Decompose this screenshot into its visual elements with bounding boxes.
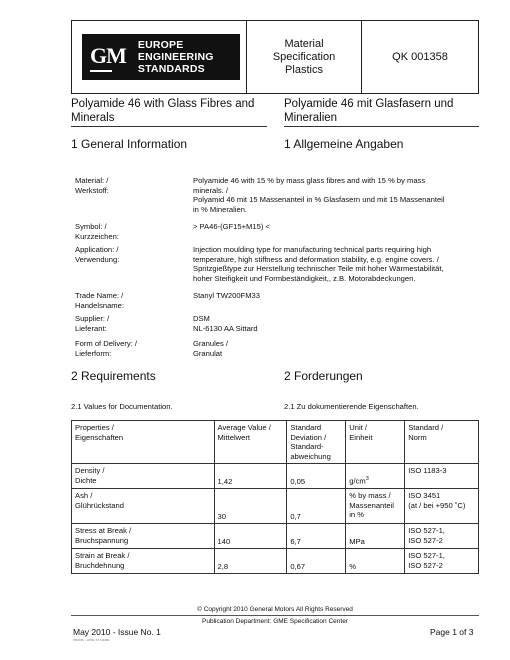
table-row xyxy=(72,489,479,524)
cell-average: 140 xyxy=(214,524,287,549)
gm-logo-mark: GM xyxy=(90,42,126,68)
cell-property: Density / Dichte xyxy=(72,464,215,489)
general-label-form-of-delivery: Form of Delivery: / Lieferform: xyxy=(75,339,138,358)
document-header xyxy=(71,20,479,94)
cell-deviation: 6,7 xyxy=(287,524,346,549)
general-value-symbol: > PA46-(GF15+M15) < xyxy=(193,222,270,231)
header-unit: Unit / Einheit xyxy=(346,421,405,464)
section-1-heading-en: 1 General Information xyxy=(71,137,188,151)
subsection-2-1-en: 2.1 Values for Documentation. xyxy=(71,402,173,411)
logo-line-2: ENGINEERING xyxy=(137,51,214,63)
general-value-supplier: DSM NL-6130 AA Sittard xyxy=(193,314,258,333)
cell-average: 1,42 xyxy=(214,464,287,489)
header-properties: Properties / Eigenschaften xyxy=(72,421,215,464)
cell-standard: ISO 527-1, ISO 527-2 xyxy=(405,524,479,549)
table-row xyxy=(72,549,479,574)
cell-deviation: 0,67 xyxy=(287,549,346,574)
gm-europe-logo xyxy=(82,34,240,80)
table-header-row xyxy=(72,421,479,464)
logo-line-1: EUROPE xyxy=(137,39,184,51)
general-label-application: Application: / Verwendung: xyxy=(75,245,120,264)
doc-type-line-1: Material xyxy=(284,37,324,50)
cell-property: Strain at Break / Bruchdehnung xyxy=(72,549,215,574)
header-standard-deviation: Standard Deviation / Standard- abweichung xyxy=(287,421,346,464)
cell-standard: ISO 3451 (at / bei +950 ˚C) xyxy=(405,489,479,524)
cell-unit: $g/cm^3$ xyxy=(346,464,405,489)
general-value-material: Polyamide 46 with 15 % by mass glass fibres and with 15 % by mass minerals. / Polyamid 46 mit 15 Massenanteil in % Glasfasern und mit 15 Massenanteil in % Mineralien. xyxy=(193,176,445,214)
cell-standard: ISO 1183-3 xyxy=(405,464,479,489)
doc-code: QK 001358 xyxy=(392,51,448,63)
cell-unit: MPa xyxy=(346,524,405,549)
doc-type-line-2: Specification xyxy=(272,50,336,63)
cell-unit: % by mass / Massenanteil in % xyxy=(346,489,405,524)
cell-average: 2,8 xyxy=(214,549,287,574)
footer-page-number: Page 1 of 3 xyxy=(430,627,474,637)
general-label-trade-name: Trade Name: / Handelsname: xyxy=(75,291,124,310)
doc-type-cell xyxy=(247,21,362,93)
header-average-value: Average Value / Mittelwert xyxy=(214,421,287,464)
cell-deviation: 0,05 xyxy=(287,464,346,489)
footer-copyright: © Copyright 2010 General Motors All Rights Reserved xyxy=(197,606,353,613)
general-label-supplier: Supplier: / Lieferant: xyxy=(75,314,110,333)
logo-cell xyxy=(72,21,247,93)
logo-line-3: STANDARDS xyxy=(137,63,205,75)
doc-type-line-3: Plastics xyxy=(285,63,323,76)
title-english: Polyamide 46 with Glass Fibres and Minerals xyxy=(71,97,267,127)
table-row xyxy=(72,464,479,489)
general-value-trade-name: Stanyl TW200FM33 xyxy=(193,291,260,300)
general-value-application: Injection moulding type for manufacturing technical parts requiring high temperature, high stiffness and deformation stability, e.g. engine covers. / Spritzgießtype zur Herstellung technischer Teile mit hoher Wärmestabilität, hoher Steifigkeit und Formbeständigkeit,, z.B. Motorabdeckungen. xyxy=(193,245,444,283)
cell-deviation: 0,7 xyxy=(287,489,346,524)
header-standard: Standard / Norm xyxy=(405,421,479,464)
footer-date-issue: May 2010 - Issue No. 1 xyxy=(73,627,161,637)
requirements-table xyxy=(71,420,479,574)
subsection-2-1-de: 2.1 Zu dokumentierende Eigenschaften. xyxy=(284,402,419,411)
footer-tiny-code: PROMS - HTML ST 1/0469 xyxy=(73,638,110,642)
section-1-heading-de: 1 Allgemeine Angaben xyxy=(284,137,404,151)
general-label-material: Material: / Werkstoff: xyxy=(75,176,109,195)
general-value-form-of-delivery: Granules / Granulat xyxy=(193,339,229,358)
table-row xyxy=(72,524,479,549)
cell-property: Stress at Break / Bruchspannung xyxy=(72,524,215,549)
cell-unit: % xyxy=(346,549,405,574)
title-german: Polyamide 46 mit Glasfasern und Mineralien xyxy=(284,97,479,127)
section-2-heading-en: 2 Requirements xyxy=(71,369,156,383)
section-2-heading-de: 2 Forderungen xyxy=(284,369,363,383)
cell-standard: ISO 527-1, ISO 527-2 xyxy=(405,549,479,574)
cell-average: 30 xyxy=(214,489,287,524)
cell-property: Ash / Glührückstand xyxy=(72,489,215,524)
general-label-symbol: Symbol: / Kurzzeichen: xyxy=(75,222,119,241)
footer-publication: Publication Department: GME Specification Center xyxy=(202,618,348,625)
footer-divider xyxy=(71,615,479,616)
